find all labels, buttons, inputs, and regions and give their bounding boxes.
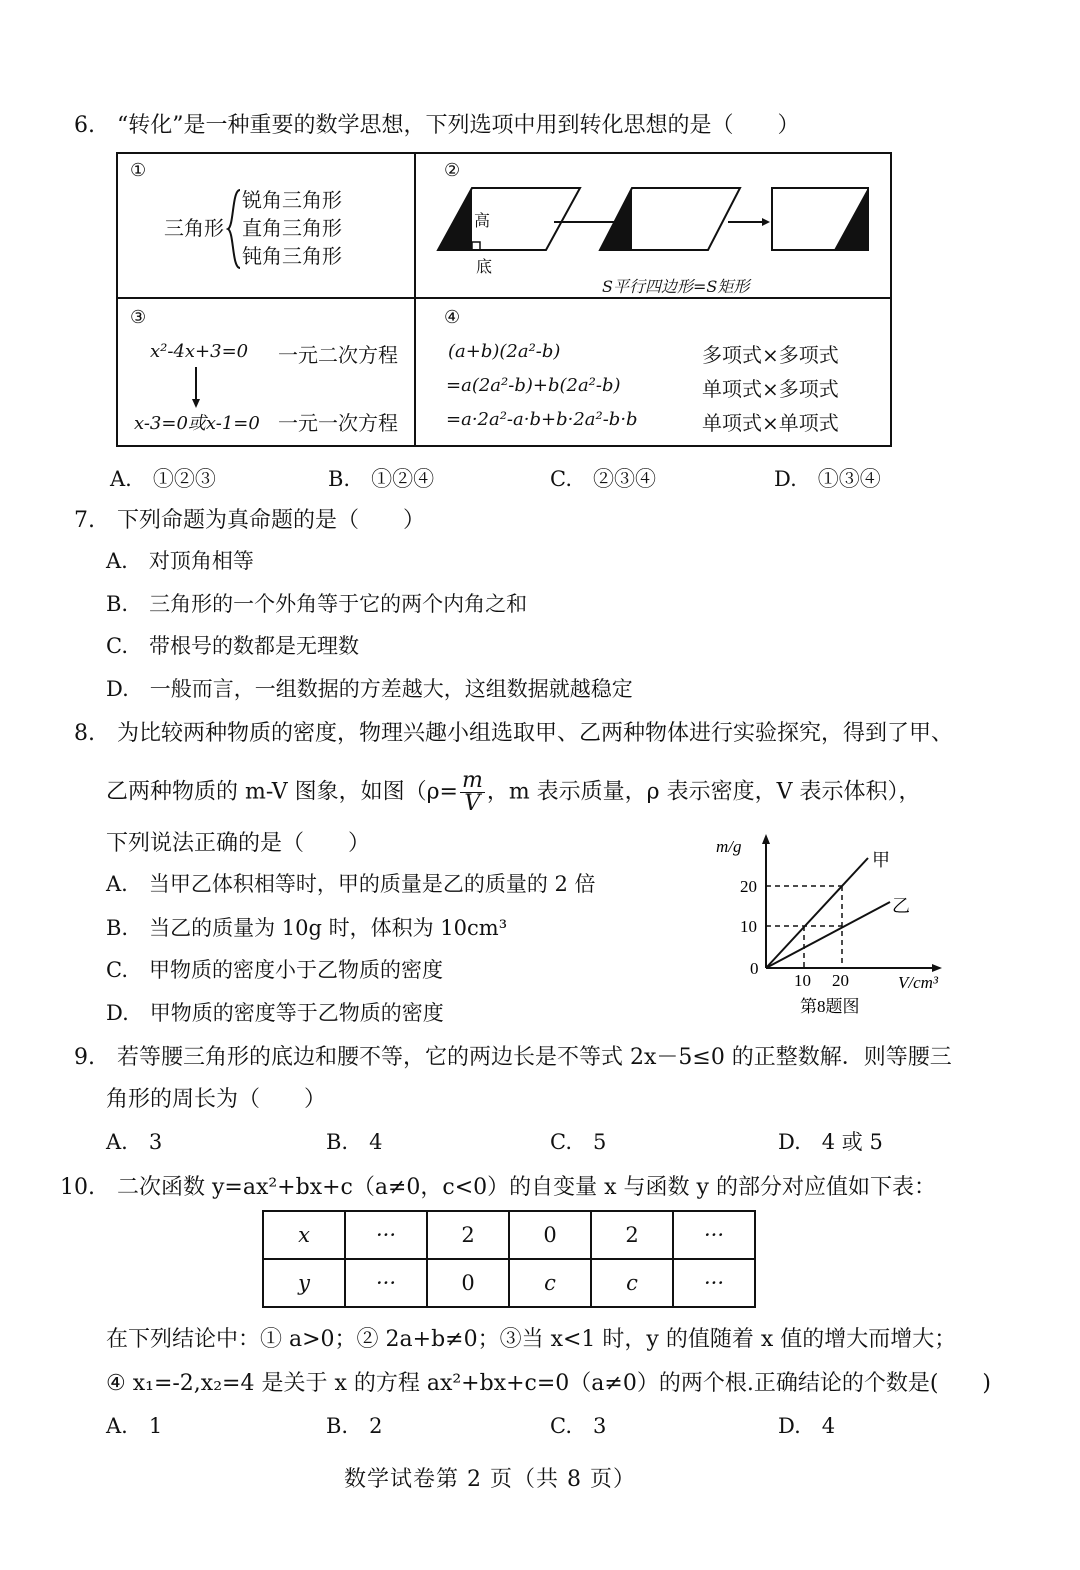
q7-option-d: D. 一般而言，一组数据的方差越大，这组数据就越稳定	[106, 677, 633, 701]
q9-option-c: C. 5	[550, 1130, 607, 1154]
origin-label: 0	[750, 959, 759, 978]
fraction-denominator: V	[464, 791, 481, 816]
box4-line-2: =a(2a²-b)+b(2a²-b)	[446, 375, 621, 396]
height-label: 高	[474, 211, 491, 230]
q8-stem-line-3: 下列说法正确的是（ ）	[106, 831, 371, 856]
box4-type-2: 单项式×多项式	[702, 377, 839, 401]
series-yi-label: 乙	[892, 896, 910, 916]
q8-stem-2a: 乙两种物质的 m-V 图象，如图（ρ=	[106, 779, 458, 805]
box1-mark: ①	[130, 160, 147, 181]
brace-icon	[226, 188, 242, 270]
q10-option-d: D. 4	[778, 1414, 836, 1438]
y-tick-20: 20	[740, 877, 757, 896]
q8-option-a: A. 当甲乙体积相等时，甲的质量是乙的质量的 2 倍	[106, 872, 596, 896]
q7-option-a: A. 对顶角相等	[106, 549, 254, 573]
table-cell: y	[263, 1259, 345, 1307]
x-tick-10: 10	[794, 971, 811, 990]
q6-box-4	[414, 297, 892, 447]
q9-stem-line-2: 角形的周长为（ ）	[106, 1087, 327, 1112]
series-jia-label: 甲	[872, 850, 890, 870]
q9-stem-line-1: 9. 若等腰三角形的底边和腰不等，它的两边长是不等式 2x－5≤0 的正整数解．则等腰三	[74, 1045, 952, 1070]
table-row	[263, 1259, 755, 1307]
table-cell: 2	[591, 1211, 673, 1259]
box3-eq1: x²-4x+3=0	[150, 341, 249, 362]
parallelogram-transform-diagram	[434, 184, 894, 264]
table-cell: 0	[427, 1259, 509, 1307]
q8-option-c: C. 甲物质的密度小于乙物质的密度	[106, 958, 443, 982]
q9-option-a: A. 3	[106, 1130, 163, 1154]
table-cell: c	[591, 1259, 673, 1307]
y-axis-arrow	[762, 834, 770, 844]
q8-mv-graph	[712, 830, 962, 1020]
table-cell: c	[509, 1259, 591, 1307]
q8-option-d: D. 甲物质的密度等于乙物质的密度	[106, 1001, 444, 1025]
box1-item-1: 锐角三角形	[242, 188, 342, 212]
box3-type1: 一元二次方程	[278, 343, 398, 367]
table-row	[263, 1211, 755, 1259]
x-axis-label: V/cm³	[898, 973, 939, 992]
box3-type2: 一元一次方程	[278, 411, 398, 435]
x-axis-arrow	[932, 964, 942, 972]
q10-option-c: C. 3	[550, 1414, 607, 1438]
q9-option-d: D. 4 或 5	[778, 1130, 883, 1154]
q6-option-c: C. ②③④	[550, 467, 656, 491]
figure-caption: 第8题图	[800, 997, 860, 1016]
q6-box-3	[116, 297, 416, 447]
q6-stem: 6. “转化”是一种重要的数学思想，下列选项中用到转化思想的是（ ）	[74, 113, 800, 138]
box1-item-3: 钝角三角形	[242, 244, 342, 268]
q8-stem-line-1: 8. 为比较两种物质的密度，物理兴趣小组选取甲、乙两种物体进行实验探究，得到了甲、	[74, 721, 953, 746]
q7-option-c: C. 带根号的数都是无理数	[106, 634, 359, 658]
box1-root: 三角形	[164, 216, 224, 240]
q8-stem-line-2	[106, 770, 920, 815]
series-jia-line	[766, 858, 868, 968]
q10-value-table	[262, 1210, 756, 1308]
q7-stem: 7. 下列命题为真命题的是（ ）	[74, 508, 425, 533]
box3-eq2: x-3=0或x-1=0	[134, 413, 260, 434]
q6-box-2	[414, 152, 892, 299]
box1-item-2: 直角三角形	[242, 216, 342, 240]
q8-option-b: B. 当乙的质量为 10g 时，体积为 10cm³	[106, 916, 508, 940]
q6-option-a: A. ①②③	[110, 467, 216, 491]
box4-line-1: (a+b)(2a²-b)	[448, 341, 561, 362]
box2-mark: ②	[444, 160, 461, 181]
q10-option-b: B. 2	[326, 1414, 383, 1438]
q8-stem-2b: ，m 表示质量，ρ 表示密度，V 表示体积），	[486, 779, 921, 805]
q10-option-a: A. 1	[106, 1414, 163, 1438]
density-fraction	[460, 770, 485, 815]
box4-type-3: 单项式×单项式	[702, 411, 839, 435]
series-yi-line	[766, 902, 890, 968]
q6-option-d: D. ①③④	[774, 467, 881, 491]
table-cell: 0	[509, 1211, 591, 1259]
box3-mark: ③	[130, 307, 147, 328]
box4-line-3: =a·2a²-a·b+b·2a²-b·b	[446, 409, 638, 430]
q6-option-b: B. ①②④	[328, 467, 435, 491]
q10-conclusions-line-1: 在下列结论中：① a>0；② 2a+b≠0；③当 x<1 时，y 的值随着 x 值的增大而增大；	[106, 1327, 957, 1352]
table-cell: ···	[345, 1259, 427, 1307]
q7-option-b: B. 三角形的一个外角等于它的两个内角之和	[106, 592, 528, 616]
table-cell: x	[263, 1211, 345, 1259]
area-formula: S平行四边形=S矩形	[602, 277, 750, 296]
q9-option-b: B. 4	[326, 1130, 383, 1154]
box4-type-1: 多项式×多项式	[702, 343, 839, 367]
page-footer: 数学试卷第 2 页（共 8 页）	[344, 1467, 636, 1492]
q10-conclusions-line-2: ④ x₁=-2,x₂=4 是关于 x 的方程 ax²+bx+c=0（a≠0）的两个根.正确结论的个数是( )	[106, 1371, 991, 1396]
q6-box-1	[116, 152, 416, 299]
y-axis-label: m/g	[716, 837, 742, 856]
table-cell: ···	[673, 1259, 755, 1307]
box4-mark: ④	[444, 307, 461, 328]
fraction-numerator: m	[461, 768, 483, 793]
q10-stem: 10. 二次函数 y=ax²+bx+c（a≠0，c<0）的自变量 x 与函数 y 的部分对应值如下表：	[60, 1175, 936, 1200]
y-tick-10: 10	[740, 917, 757, 936]
x-tick-20: 20	[832, 971, 849, 990]
table-cell: ···	[345, 1211, 427, 1259]
down-arrow-icon	[190, 367, 202, 409]
table-cell: 2	[427, 1211, 509, 1259]
table-cell: ···	[673, 1211, 755, 1259]
base-label: 底	[476, 257, 493, 276]
